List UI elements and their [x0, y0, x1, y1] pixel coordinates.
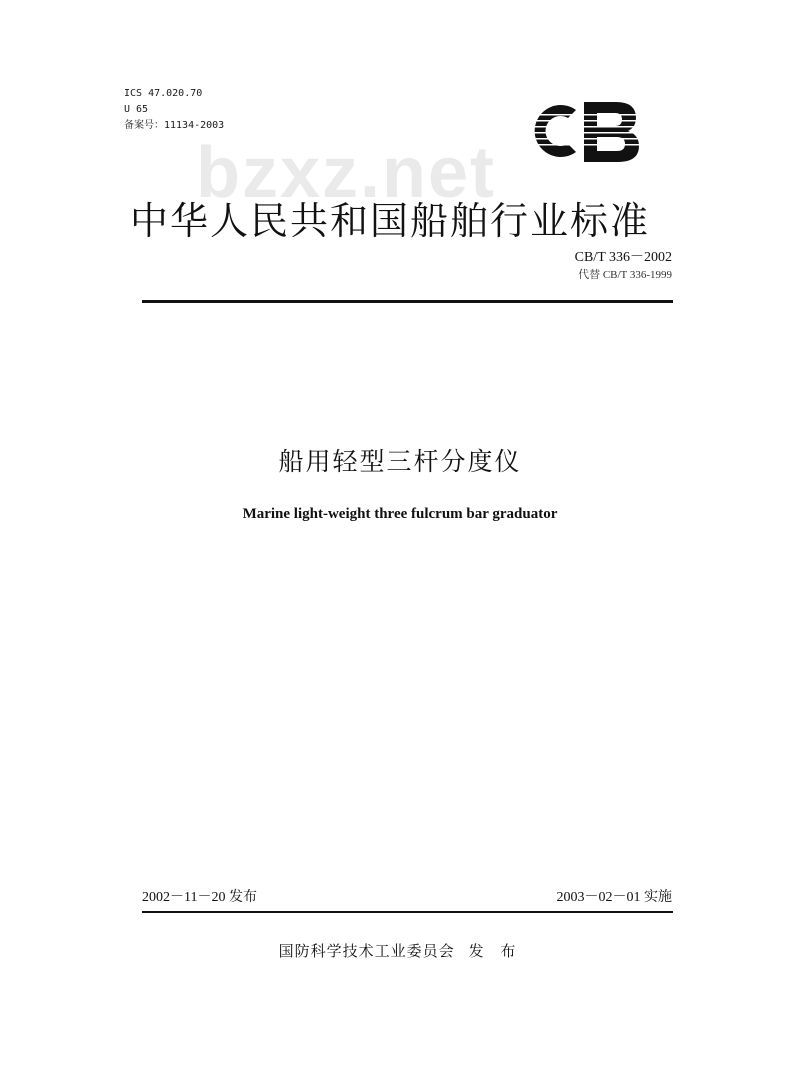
document-title-cn: 船用轻型三杆分度仪 [278, 447, 522, 476]
document-title-en: Marine light-weight three fulcrum bar graduator [242, 506, 558, 522]
standard-title: 中华人民共和国船舶行业标准 [130, 199, 651, 243]
record-number: 备案号：11134-2003 [124, 120, 225, 131]
footer-rule [142, 911, 673, 913]
ics-code: ICS 47.020.70 [124, 88, 203, 99]
publisher-name: 国防科学技术工业委员会 [278, 942, 455, 960]
header-rule [142, 300, 673, 303]
publisher [0, 940, 800, 961]
standard-number: CB/T 336－2002 [574, 250, 672, 265]
watermark: bzxz.net [196, 133, 497, 213]
issue-date: 2002－11－20 发布 [142, 890, 257, 905]
cb-logo-icon [518, 96, 642, 166]
metadata-block [124, 86, 224, 134]
classification-code: U 65 [124, 104, 149, 115]
publisher-label: 发 布 [468, 942, 522, 960]
replaces-standard: 代替 CB/T 336-1999 [578, 269, 672, 281]
implementation-date: 2003－02－01 实施 [556, 890, 672, 905]
